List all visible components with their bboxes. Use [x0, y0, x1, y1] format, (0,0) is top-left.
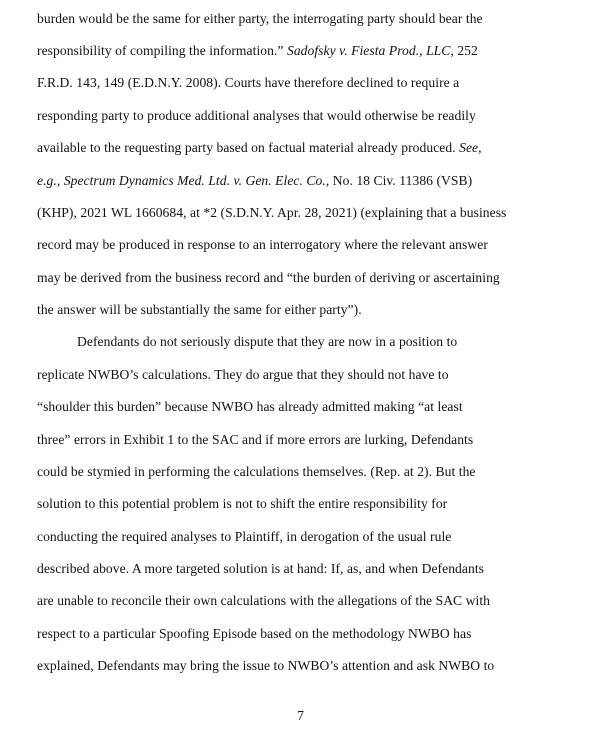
text-segment: responsibility of compiling the information.”: [37, 43, 287, 58]
text-line: record may be produced in response to an interrogatory where the relevant answer: [37, 237, 488, 252]
text-line: Defendants do not seriously dispute that they are now in a position to: [77, 334, 458, 349]
case-citation: Sadofsky v. Fiesta Prod., LLC: [286, 43, 451, 58]
text-segment: , No. 18 Civ. 11386 (VSB): [325, 173, 473, 188]
text-line: (KHP), 2021 WL 1660684, at *2 (S.D.N.Y. Apr. 28, 2021) (explaining that a business: [37, 205, 507, 220]
text-line: the answer will be substantially the same for either party”).: [37, 302, 362, 317]
text-segment: available to the requesting party based on factual material already produced.: [37, 140, 460, 155]
text-segment: , 252: [450, 43, 478, 58]
case-citation: e.g., Spectrum Dynamics Med. Ltd. v. Gen. Elec. Co.: [37, 173, 326, 188]
text-line: described above. A more targeted solution is at hand: If, as, and when Defendants: [37, 561, 484, 576]
text-line: burden would be the same for either party, the interrogating party should bear the: [37, 11, 483, 26]
page-number: 7: [297, 708, 304, 723]
text-line: [37, 172, 472, 190]
text-line: solution to this potential problem is not to shift the entire responsibility for: [37, 496, 448, 511]
text-line: [37, 42, 478, 60]
text-line: conducting the required analyses to Plaintiff, in derogation of the usual rule: [37, 529, 452, 544]
text-line: F.R.D. 143, 149 (E.D.N.Y. 2008). Courts have therefore declined to require a: [37, 75, 460, 90]
text-line: [37, 139, 482, 157]
text-line: explained, Defendants may bring the issue to NWBO’s attention and ask NWBO to: [37, 658, 495, 673]
text-line: are unable to reconcile their own calculations with the allegations of the SAC with: [37, 593, 490, 608]
text-line: “shoulder this burden” because NWBO has already admitted making “at least: [37, 399, 463, 414]
text-line: may be derived from the business record and “the burden of deriving or ascertaining: [37, 270, 500, 285]
text-line: responding party to produce additional analyses that would otherwise be readily: [37, 108, 476, 123]
text-line: replicate NWBO’s calculations. They do argue that they should not have to: [37, 367, 449, 382]
text-line: could be stymied in performing the calculations themselves. (Rep. at 2). But the: [37, 464, 476, 479]
text-line: three” errors in Exhibit 1 to the SAC and if more errors are lurking, Defendants: [37, 432, 474, 447]
signal-word: See,: [459, 140, 482, 155]
text-line: respect to a particular Spoofing Episode based on the methodology NWBO has: [37, 626, 472, 641]
